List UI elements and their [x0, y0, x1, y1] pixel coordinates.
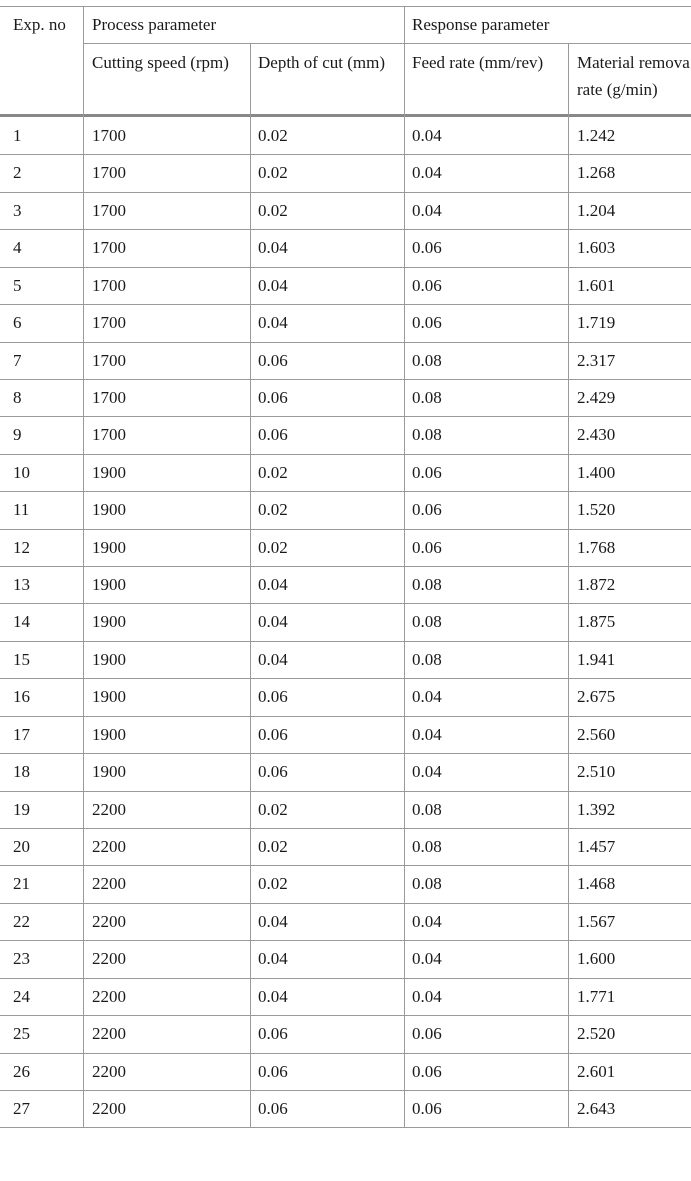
row-separator	[0, 978, 691, 979]
cell-cutting-speed: 1700	[92, 163, 126, 183]
cell-exp-no: 8	[13, 387, 22, 407]
cell-cutting-speed: 2200	[92, 1098, 126, 1118]
cell-feed-rate: 0.04	[412, 724, 442, 744]
header-response-parameter: Response parameter	[412, 15, 550, 34]
table-bottom-rule	[0, 1127, 691, 1128]
row-separator	[0, 529, 691, 530]
cell-feed-rate: 0.06	[412, 238, 442, 258]
cell-cutting-speed: 1900	[92, 462, 126, 482]
row-separator	[0, 865, 691, 866]
cell-cutting-speed: 1900	[92, 762, 126, 782]
row-separator	[0, 304, 691, 305]
cell-exp-no: 15	[13, 649, 30, 669]
cell-exp-no: 5	[13, 275, 22, 295]
cell-exp-no: 26	[13, 1061, 30, 1081]
cell-material-removal-rate: 1.268	[577, 163, 616, 183]
cell-feed-rate: 0.08	[412, 799, 442, 819]
cell-material-removal-rate: 1.468	[577, 874, 616, 894]
cell-exp-no: 27	[13, 1098, 30, 1118]
cell-depth-of-cut: 0.02	[258, 200, 288, 220]
cell-cutting-speed: 2200	[92, 986, 126, 1006]
cell-material-removal-rate: 2.317	[577, 350, 616, 370]
cell-material-removal-rate: 2.429	[577, 387, 616, 407]
cell-material-removal-rate: 1.392	[577, 799, 616, 819]
cell-feed-rate: 0.04	[412, 911, 442, 931]
cell-material-removal-rate: 1.875	[577, 612, 616, 632]
cell-cutting-speed: 1700	[92, 126, 126, 145]
cell-material-removal-rate: 1.520	[577, 500, 616, 520]
cell-feed-rate: 0.08	[412, 649, 442, 669]
cell-material-removal-rate: 1.242	[577, 126, 616, 145]
cell-cutting-speed: 1900	[92, 537, 126, 557]
cell-cutting-speed: 1900	[92, 575, 126, 595]
row-separator	[0, 566, 691, 567]
row-separator	[0, 641, 691, 642]
cell-depth-of-cut: 0.04	[258, 986, 288, 1006]
row-separator	[0, 416, 691, 417]
cell-feed-rate: 0.04	[412, 762, 442, 782]
cell-exp-no: 2	[13, 163, 22, 183]
column-divider	[404, 6, 405, 1127]
cell-material-removal-rate: 1.204	[577, 200, 616, 220]
cell-feed-rate: 0.08	[412, 836, 442, 856]
cell-depth-of-cut: 0.06	[258, 350, 288, 370]
cell-depth-of-cut: 0.02	[258, 500, 288, 520]
table-top-rule	[0, 6, 691, 7]
cell-exp-no: 9	[13, 425, 22, 445]
cell-material-removal-rate: 2.643	[577, 1098, 616, 1118]
cell-exp-no: 10	[13, 462, 30, 482]
row-separator	[0, 903, 691, 904]
cell-material-removal-rate: 2.520	[577, 1024, 616, 1044]
cell-feed-rate: 0.06	[412, 462, 442, 482]
cell-depth-of-cut: 0.02	[258, 836, 288, 856]
row-separator	[0, 753, 691, 754]
cell-depth-of-cut: 0.06	[258, 425, 288, 445]
cell-depth-of-cut: 0.04	[258, 313, 288, 333]
cell-cutting-speed: 2200	[92, 874, 126, 894]
cell-cutting-speed: 1700	[92, 200, 126, 220]
cell-exp-no: 25	[13, 1024, 30, 1044]
cell-cutting-speed: 1700	[92, 387, 126, 407]
cell-depth-of-cut: 0.04	[258, 911, 288, 931]
cell-feed-rate: 0.06	[412, 500, 442, 520]
cell-exp-no: 18	[13, 762, 30, 782]
cell-exp-no: 21	[13, 874, 30, 894]
cell-cutting-speed: 1900	[92, 500, 126, 520]
cell-cutting-speed: 1900	[92, 687, 126, 707]
row-separator	[0, 342, 691, 343]
row-separator	[0, 678, 691, 679]
cell-cutting-speed: 2200	[92, 1061, 126, 1081]
row-separator	[0, 1053, 691, 1054]
cell-cutting-speed: 1900	[92, 724, 126, 744]
row-separator	[0, 379, 691, 380]
cell-cutting-speed: 1900	[92, 612, 126, 632]
column-divider	[83, 6, 84, 1127]
cell-cutting-speed: 1900	[92, 649, 126, 669]
row-separator	[0, 229, 691, 230]
cell-feed-rate: 0.06	[412, 1061, 442, 1081]
cell-feed-rate: 0.08	[412, 874, 442, 894]
cell-exp-no: 23	[13, 949, 30, 969]
header-depth-of-cut: Depth of cut (mm)	[258, 53, 385, 72]
cell-exp-no: 12	[13, 537, 30, 557]
cell-feed-rate: 0.04	[412, 163, 442, 183]
cell-depth-of-cut: 0.02	[258, 462, 288, 482]
row-separator	[0, 1015, 691, 1016]
cell-material-removal-rate: 2.601	[577, 1061, 616, 1081]
cell-depth-of-cut: 0.04	[258, 575, 288, 595]
cell-depth-of-cut: 0.02	[258, 163, 288, 183]
cell-depth-of-cut: 0.04	[258, 949, 288, 969]
cell-depth-of-cut: 0.06	[258, 1024, 288, 1044]
cell-depth-of-cut: 0.04	[258, 238, 288, 258]
cell-material-removal-rate: 2.510	[577, 762, 616, 782]
row-separator	[0, 791, 691, 792]
header-bottom-rule	[0, 114, 691, 117]
cell-feed-rate: 0.06	[412, 1098, 442, 1118]
cell-material-removal-rate: 2.430	[577, 425, 616, 445]
cell-feed-rate: 0.06	[412, 275, 442, 295]
cell-exp-no: 3	[13, 200, 22, 220]
cell-depth-of-cut: 0.02	[258, 874, 288, 894]
cell-depth-of-cut: 0.06	[258, 762, 288, 782]
cell-material-removal-rate: 1.768	[577, 537, 616, 557]
cell-exp-no: 20	[13, 836, 30, 856]
cell-depth-of-cut: 0.06	[258, 687, 288, 707]
row-separator	[0, 940, 691, 941]
cell-feed-rate: 0.06	[412, 537, 442, 557]
cell-exp-no: 6	[13, 313, 22, 333]
cell-cutting-speed: 2200	[92, 949, 126, 969]
cell-cutting-speed: 1700	[92, 350, 126, 370]
cell-depth-of-cut: 0.02	[258, 799, 288, 819]
cell-material-removal-rate: 1.601	[577, 275, 616, 295]
cell-exp-no: 19	[13, 799, 30, 819]
header-feed-rate: Feed rate (mm/rev)	[412, 53, 544, 72]
row-separator	[0, 454, 691, 455]
header-cutting-speed: Cutting speed (rpm)	[92, 53, 229, 72]
cell-feed-rate: 0.08	[412, 387, 442, 407]
cell-exp-no: 4	[13, 238, 22, 258]
cell-cutting-speed: 1700	[92, 313, 126, 333]
cell-material-removal-rate: 1.567	[577, 911, 616, 931]
header-process-parameter: Process parameter	[92, 15, 217, 34]
cell-exp-no: 11	[13, 500, 30, 520]
cell-depth-of-cut: 0.04	[258, 649, 288, 669]
cell-material-removal-rate: 1.400	[577, 462, 616, 482]
row-separator	[0, 603, 691, 604]
cell-depth-of-cut: 0.06	[258, 387, 288, 407]
cell-depth-of-cut: 0.06	[258, 1061, 288, 1081]
cell-feed-rate: 0.06	[412, 313, 442, 333]
row-separator	[0, 491, 691, 492]
cell-material-removal-rate: 1.941	[577, 649, 616, 669]
cell-exp-no: 16	[13, 687, 30, 707]
cell-depth-of-cut: 0.06	[258, 1098, 288, 1118]
cell-cutting-speed: 2200	[92, 836, 126, 856]
cell-feed-rate: 0.04	[412, 687, 442, 707]
cell-material-removal-rate: 2.560	[577, 724, 616, 744]
cell-exp-no: 7	[13, 350, 22, 370]
cell-exp-no: 22	[13, 911, 30, 931]
cell-feed-rate: 0.08	[412, 612, 442, 632]
cell-feed-rate: 0.06	[412, 1024, 442, 1044]
cell-material-removal-rate: 1.872	[577, 575, 616, 595]
header-group-rule	[83, 43, 691, 44]
cell-depth-of-cut: 0.04	[258, 275, 288, 295]
column-divider	[250, 43, 251, 1127]
cell-feed-rate: 0.04	[412, 949, 442, 969]
row-separator	[0, 716, 691, 717]
cell-exp-no: 1	[13, 126, 22, 145]
cell-depth-of-cut: 0.02	[258, 537, 288, 557]
cell-feed-rate: 0.04	[412, 986, 442, 1006]
cell-feed-rate: 0.08	[412, 575, 442, 595]
cell-cutting-speed: 2200	[92, 1024, 126, 1044]
row-separator	[0, 1090, 691, 1091]
cell-depth-of-cut: 0.06	[258, 724, 288, 744]
row-separator	[0, 267, 691, 268]
header-exp-no: Exp. no	[13, 15, 66, 34]
cell-cutting-speed: 2200	[92, 799, 126, 819]
column-divider	[568, 43, 569, 1127]
cell-material-removal-rate: 2.675	[577, 687, 616, 707]
cell-feed-rate: 0.04	[412, 126, 442, 145]
cell-exp-no: 14	[13, 612, 30, 632]
cell-material-removal-rate: 1.719	[577, 313, 616, 333]
header-material-removal-rate-line-2: rate (g/min)	[577, 80, 658, 99]
row-separator	[0, 154, 691, 155]
cell-material-removal-rate: 1.457	[577, 836, 616, 856]
row-separator	[0, 192, 691, 193]
cell-cutting-speed: 1700	[92, 275, 126, 295]
cell-depth-of-cut: 0.04	[258, 612, 288, 632]
header-material-removal-rate-line-1: Material remova	[577, 53, 690, 72]
cell-exp-no: 13	[13, 575, 30, 595]
cell-cutting-speed: 1700	[92, 425, 126, 445]
cell-cutting-speed: 1700	[92, 238, 126, 258]
cell-cutting-speed: 2200	[92, 911, 126, 931]
cell-material-removal-rate: 1.603	[577, 238, 616, 258]
cell-feed-rate: 0.08	[412, 425, 442, 445]
cell-feed-rate: 0.04	[412, 200, 442, 220]
cell-material-removal-rate: 1.771	[577, 986, 616, 1006]
cell-exp-no: 17	[13, 724, 30, 744]
cell-depth-of-cut: 0.02	[258, 126, 288, 145]
cell-feed-rate: 0.08	[412, 350, 442, 370]
cell-material-removal-rate: 1.600	[577, 949, 616, 969]
cell-exp-no: 24	[13, 986, 30, 1006]
row-separator	[0, 828, 691, 829]
